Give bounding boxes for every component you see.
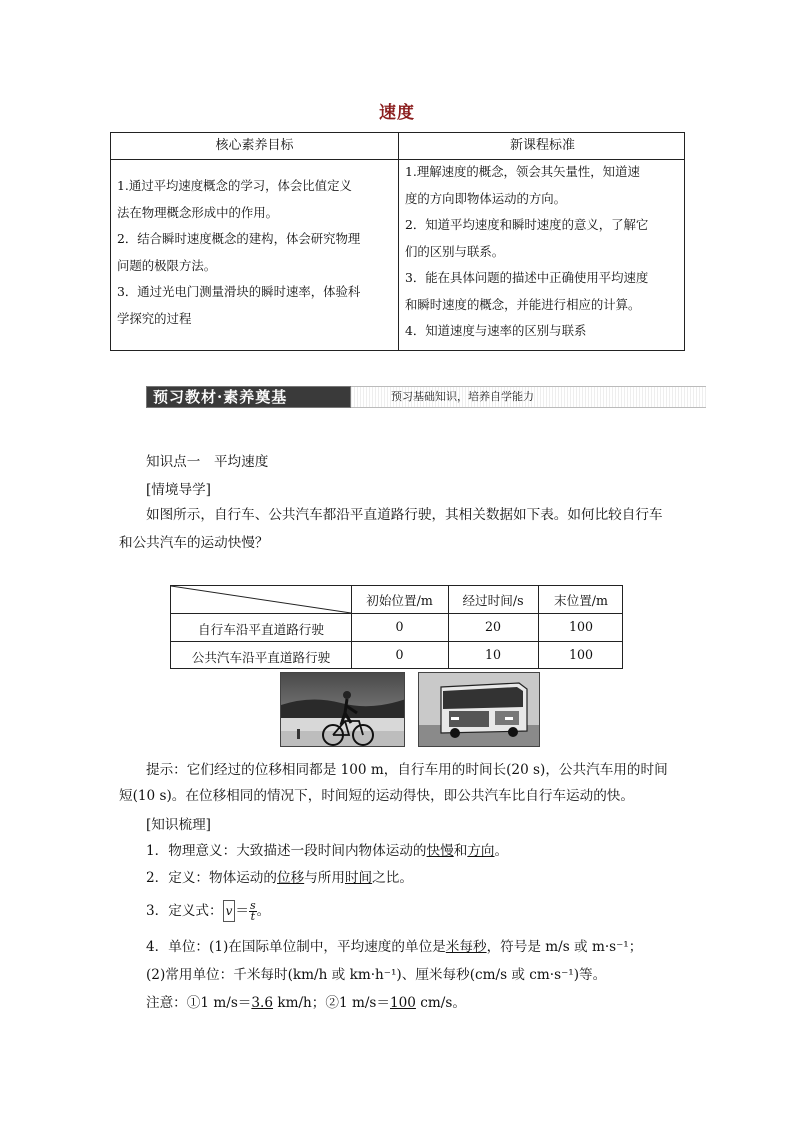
goals-divider xyxy=(398,133,399,350)
bicycle-photo xyxy=(280,672,405,747)
text-span: 和 xyxy=(453,843,468,859)
list-item: 们的区别与联系。 xyxy=(405,243,505,259)
text-span: 1．物理意义：大致描述一段时间内物体运动的 xyxy=(146,843,427,859)
text-span: cm/s。 xyxy=(415,995,466,1011)
text-span: 与所用 xyxy=(304,870,345,886)
list-item: 和瞬时速度的概念，并能进行相应的计算。 xyxy=(405,296,641,312)
text-span: 3．定义式： xyxy=(146,903,223,919)
table-cell: 0 xyxy=(395,619,404,634)
section-heading: 知识点一 平均速度 xyxy=(146,454,269,470)
table-line xyxy=(171,641,622,642)
fraction-numerator: s xyxy=(250,899,256,912)
list-item: 问题的极限方法。 xyxy=(117,257,217,273)
underlined-answer: 位移 xyxy=(277,870,305,886)
knowledge-point-2 xyxy=(146,868,413,888)
knowledge-note xyxy=(146,993,466,1013)
core-goals-list xyxy=(117,173,392,332)
knowledge-point-5: (2)常用单位：千米每时(km/h 或 km·h⁻¹)、厘米每秒(cm/s 或 cm·s⁻¹)等。 xyxy=(146,967,607,983)
velocity-symbol: v xyxy=(223,900,236,922)
underlined-answer: 方向 xyxy=(467,843,495,859)
list-item: 度的方向即物体运动的方向。 xyxy=(405,190,567,206)
banner-title-block xyxy=(146,386,351,408)
equals-sign: ＝ xyxy=(235,903,249,919)
banner-subtitle: 预习基础知识，培养自学能力 xyxy=(391,390,534,403)
table-header: 初始位置/m xyxy=(366,593,433,608)
table-line xyxy=(171,613,622,614)
knowledge-point-4 xyxy=(146,937,642,957)
section-banner xyxy=(146,386,706,408)
underlined-answer: 100 xyxy=(390,995,416,1011)
table-header: 经过时间/s xyxy=(462,593,524,608)
diagonal-header-line xyxy=(171,586,351,613)
guide-label: [情境导学] xyxy=(146,482,211,498)
text-span: 注意：①1 m/s＝ xyxy=(146,995,252,1011)
hint-text-2: 短(10 s)。在位移相同的情况下，时间短的运动得快，即公共汽车比自行车运动的快。 xyxy=(119,788,634,804)
page-title: 速度 xyxy=(379,103,415,123)
text-span: km/h；②1 m/s＝ xyxy=(273,995,390,1011)
text-span: 4．单位：(1)在国际单位制中，平均速度的单位是 xyxy=(146,939,446,955)
goals-header-right: 新课程标准 xyxy=(509,138,575,153)
intro-text-1: 如图所示，自行车、公共汽车都沿平直道路行驶，其相关数据如下表。如何比较自行车 xyxy=(146,507,663,523)
table-cell: 100 xyxy=(568,619,594,634)
motion-data-table xyxy=(170,585,623,669)
table-cell: 20 xyxy=(484,619,502,634)
banner-title: 预习教材·素养奠基 xyxy=(153,388,288,406)
formula-fraction xyxy=(249,901,257,922)
text-span: 。 xyxy=(256,903,271,919)
text-span: 2．定义：物体运动的 xyxy=(146,870,277,886)
bus-photo xyxy=(418,672,540,747)
underlined-answer: 快慢 xyxy=(426,843,454,859)
banner-subtitle-block xyxy=(351,386,706,408)
underlined-answer: 时间 xyxy=(344,870,373,886)
goals-table xyxy=(110,132,685,351)
table-cell: 10 xyxy=(484,647,502,662)
table-row-label: 自行车沿平直道路行驶 xyxy=(198,622,324,637)
curriculum-standards-list xyxy=(405,159,680,345)
text-span: ，符号是 m/s 或 m·s⁻¹； xyxy=(486,939,643,955)
fraction-denominator: t xyxy=(250,910,256,923)
list-item: 2．结合瞬时速度概念的建构，体会研究物理 xyxy=(117,231,361,246)
text-span: 之比。 xyxy=(372,870,413,886)
list-item: 3．通过光电门测量滑块的瞬时速率，体验科 xyxy=(117,284,361,299)
list-item: 1.通过平均速度概念的学习，体会比值定义 xyxy=(117,178,352,193)
intro-text-2: 和公共汽车的运动快慢？ xyxy=(119,535,269,551)
hint-text-1: 提示：它们经过的位移相同都是 100 m，自行车用的时间长(20 s)，公共汽车用的时间 xyxy=(146,762,668,778)
list-item: 3．能在具体问题的描述中正确使用平均速度 xyxy=(405,270,649,285)
table-header: 末位置/m xyxy=(554,593,608,608)
goals-header-left: 核心素养目标 xyxy=(215,138,294,153)
list-item: 学探究的过程 xyxy=(117,310,192,326)
underlined-answer: 米每秒 xyxy=(445,939,487,955)
knowledge-point-1 xyxy=(146,841,508,861)
knowledge-label: [知识梳理] xyxy=(146,817,211,833)
table-cell: 0 xyxy=(395,647,404,662)
list-item: 1.理解速度的概念，领会其矢量性，知道速 xyxy=(405,164,640,179)
underlined-answer: 3.6 xyxy=(251,995,274,1011)
knowledge-point-3 xyxy=(146,900,270,922)
table-cell: 100 xyxy=(568,647,594,662)
table-row-label: 公共汽车沿平直道路行驶 xyxy=(191,650,331,665)
list-item: 4．知道速度与速率的区别与联系 xyxy=(405,323,587,338)
text-span: 。 xyxy=(494,843,509,859)
list-item: 法在物理概念形成中的作用。 xyxy=(117,204,279,220)
list-item: 2．知道平均速度和瞬时速度的意义，了解它 xyxy=(405,217,649,232)
